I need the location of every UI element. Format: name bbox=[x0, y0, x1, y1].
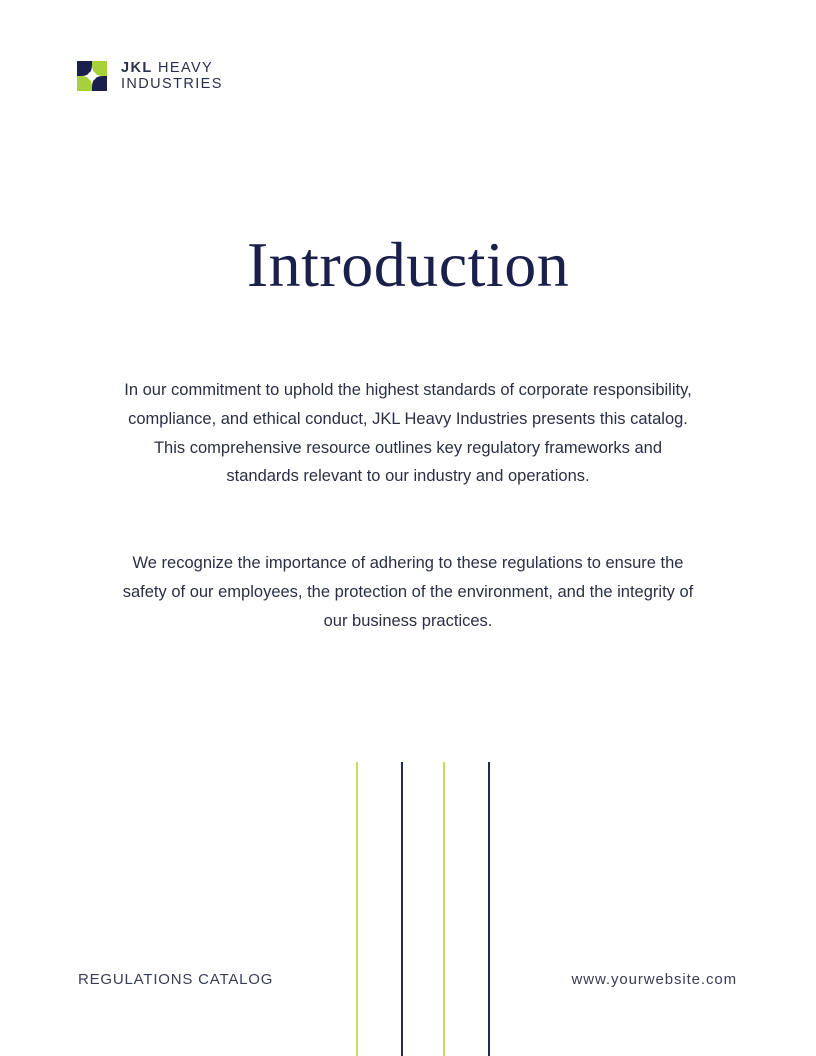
brand-bold: JKL bbox=[121, 60, 153, 76]
decorative-line-lime-2 bbox=[443, 762, 445, 1056]
intro-paragraph-2: We recognize the importance of adhering to these regulations to ensure the safety of our employees, the protection of the environment, and the integrity of our business practices. bbox=[122, 554, 694, 630]
decorative-line-navy-1 bbox=[401, 762, 403, 1056]
intro-paragraph-1: In our commitment to uphold the highest standards of corporate responsibility, compliance, and ethical conduct, JKL Heavy Industries presents this catalog. This comprehensive resource outlines key regulatory frameworks and standards relevant to our industry and operations. bbox=[124, 381, 692, 486]
footer-document-title: REGULATIONS CATALOG bbox=[78, 971, 274, 988]
quadrant-star-logo-icon bbox=[77, 61, 107, 91]
brand-line-2: INDUSTRIES bbox=[121, 76, 223, 92]
footer-website-link[interactable]: www.yourwebsite.com bbox=[571, 971, 737, 988]
brand-line-1 bbox=[121, 60, 223, 76]
decorative-line-lime-1 bbox=[356, 762, 358, 1056]
brand-heavy: HEAVY bbox=[152, 60, 214, 76]
brand-name bbox=[121, 60, 223, 92]
decorative-line-navy-2 bbox=[488, 762, 490, 1056]
page-title: Introduction bbox=[246, 229, 570, 300]
company-logo bbox=[77, 61, 223, 92]
